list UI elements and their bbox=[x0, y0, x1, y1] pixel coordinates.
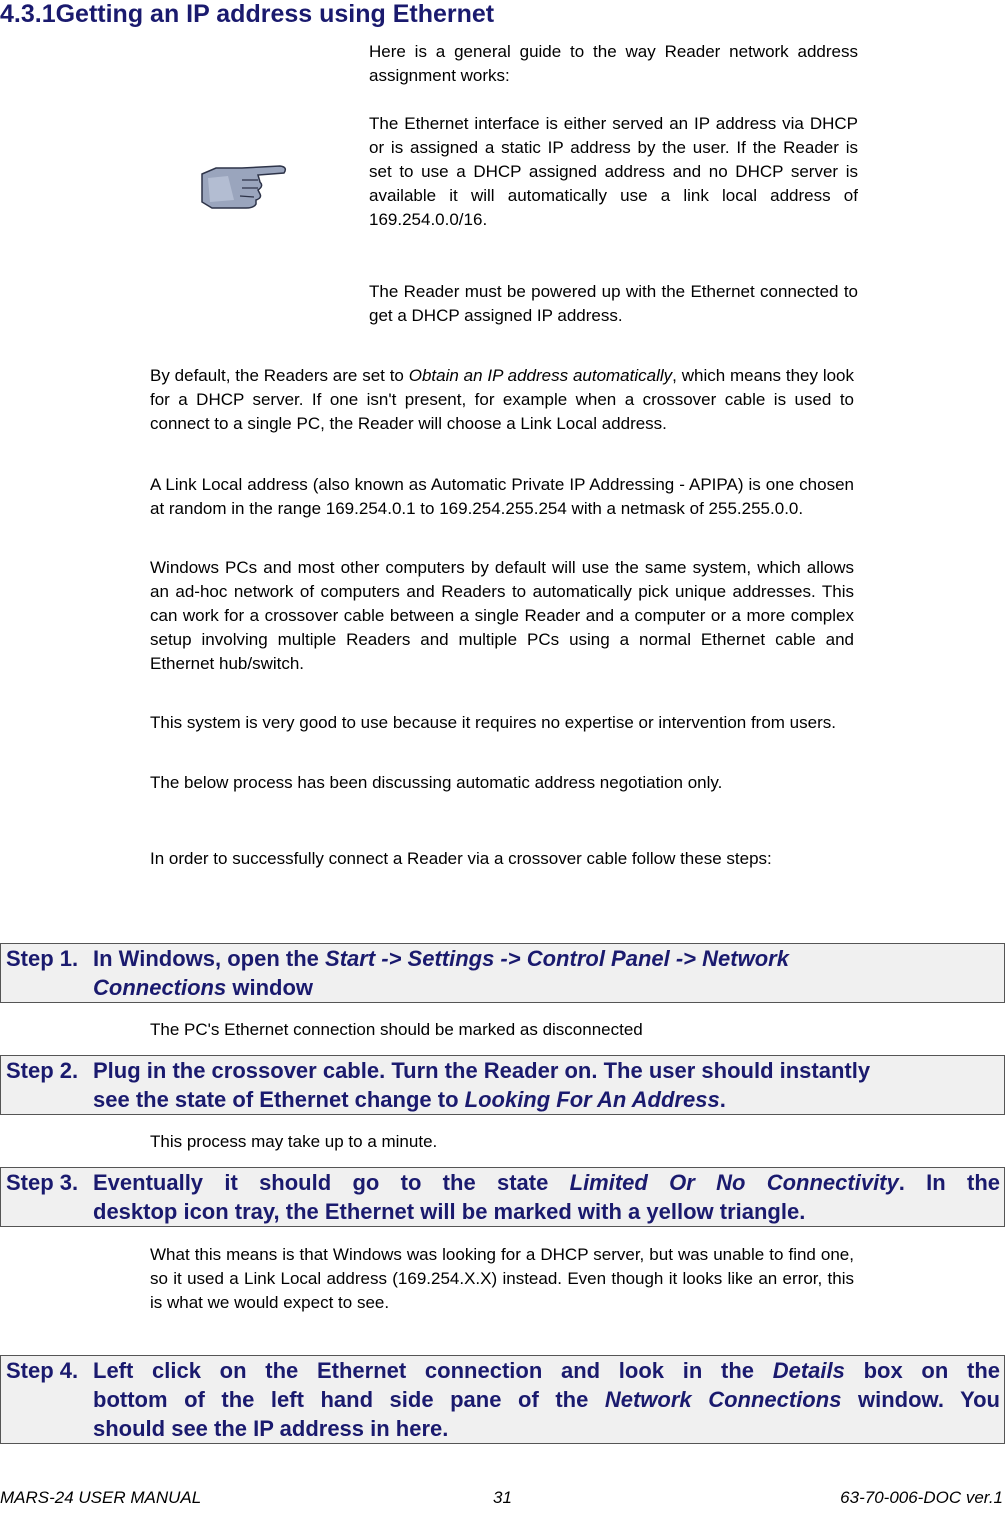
body-paragraph-6: In order to successfully connect a Reader via a crossover cable follow these steps: bbox=[150, 849, 772, 868]
step-1-box bbox=[0, 943, 1005, 1003]
step-4-text-line2-end: window. You bbox=[841, 1387, 1000, 1412]
body-paragraph-1 bbox=[150, 364, 854, 436]
footer-doc-version: 63-70-006-DOC ver.1 bbox=[840, 1488, 1003, 1507]
step-4-label: Step 4. bbox=[6, 1358, 79, 1383]
section-heading: 4.3.1Getting an IP address using Ethernet bbox=[0, 0, 495, 28]
step-4-window-name: Network Connections bbox=[604, 1387, 842, 1412]
body-paragraph-2: A Link Local address (also known as Automatic Private IP Addressing - APIPA) is one chosen at random in the range 169.254.0.1 to 169.254.255.254 with a netmask of 255.255.0.0. bbox=[150, 475, 854, 518]
step-4-text-mid: box on the bbox=[844, 1358, 1001, 1383]
note-paragraph-3: The Reader must be powered up with the Ethernet connected to get a DHCP assigned IP address. bbox=[369, 282, 858, 325]
step-3-note: What this means is that Windows was looking for a DHCP server, but was unable to find one, so it used a Link Local address (169.254.X.X) instead. Even though it looks like an error, this is what we would expect to see. bbox=[150, 1245, 854, 1312]
step-1-label: Step 1. bbox=[6, 946, 79, 971]
step-4-details: Details bbox=[772, 1358, 845, 1383]
step-4-text: Left click on the Ethernet connection and look in the bbox=[93, 1358, 773, 1383]
p1-text-end: , which means they look for a DHCP server. If one isn't present, for example when a crossover cable is used to connect to a single PC, the Reader will choose a Link Local address. bbox=[150, 366, 854, 433]
step-3-label: Step 3. bbox=[6, 1170, 79, 1195]
body-paragraph-3: Windows PCs and most other computers by default will use the same system, which allows an ad-hoc network of computers and Readers to automatically pick unique addresses. This can work for a crossover cable between a single Reader and a computer or a more complex setup involving multiple Readers and multiple PCs using a normal Ethernet cable and Ethernet hub/switch. bbox=[150, 558, 854, 673]
step-4-text-line2: bottom of the left hand side pane of the bbox=[93, 1387, 605, 1412]
step-2-text: Plug in the crossover cable. Turn the Reader on. The user should instantly bbox=[93, 1058, 871, 1083]
step-1-text-end: window bbox=[226, 975, 313, 1000]
step-1-path: Start -> Settings -> Control Panel -> Network bbox=[325, 946, 789, 971]
step-2-state: Looking For An Address bbox=[464, 1087, 720, 1112]
note-paragraph-2: The Ethernet interface is either served an IP address via DHCP or is assigned a static IP address by the user. If the Reader is set to use a DHCP assigned address and no DHCP server is available it will automatically use a link local address of 169.254.0.0/16. bbox=[369, 114, 858, 229]
footer-page-number: 31 bbox=[493, 1488, 512, 1507]
pointing-hand-icon bbox=[198, 160, 290, 210]
body-paragraph-5: The below process has been discussing automatic address negotiation only. bbox=[150, 773, 723, 792]
step-3-state: Limited Or No Connectivity bbox=[569, 1170, 899, 1195]
step-3-text-line2: desktop icon tray, the Ethernet will be marked with a yellow triangle. bbox=[93, 1199, 806, 1224]
p1-text-start: By default, the Readers are set to bbox=[150, 366, 409, 385]
step-1-note: The PC's Ethernet connection should be marked as disconnected bbox=[150, 1020, 643, 1039]
step-2-period: . bbox=[719, 1087, 726, 1112]
step-2-label: Step 2. bbox=[6, 1058, 79, 1083]
step-3-text-mid: . In the bbox=[898, 1170, 1000, 1195]
body-paragraph-4: This system is very good to use because it requires no expertise or intervention from users. bbox=[150, 713, 836, 732]
step-3-box bbox=[0, 1167, 1005, 1227]
note-paragraph-1: Here is a general guide to the way Reader network address assignment works: bbox=[369, 42, 858, 85]
footer-manual-title: MARS-24 USER MANUAL bbox=[0, 1488, 202, 1507]
step-2-text-line2: see the state of Ethernet change to bbox=[93, 1087, 465, 1112]
p1-emphasis: Obtain an IP address automatically bbox=[408, 366, 673, 385]
step-1-path-end: Connections bbox=[93, 975, 227, 1000]
step-1-text: In Windows, open the bbox=[93, 946, 326, 971]
step-4-text-line3: should see the IP address in here. bbox=[93, 1416, 449, 1441]
step-2-note: This process may take up to a minute. bbox=[150, 1132, 438, 1151]
step-4-box bbox=[0, 1355, 1005, 1444]
step-3-text: Eventually it should go to the state bbox=[93, 1170, 570, 1195]
step-2-box bbox=[0, 1055, 1005, 1115]
